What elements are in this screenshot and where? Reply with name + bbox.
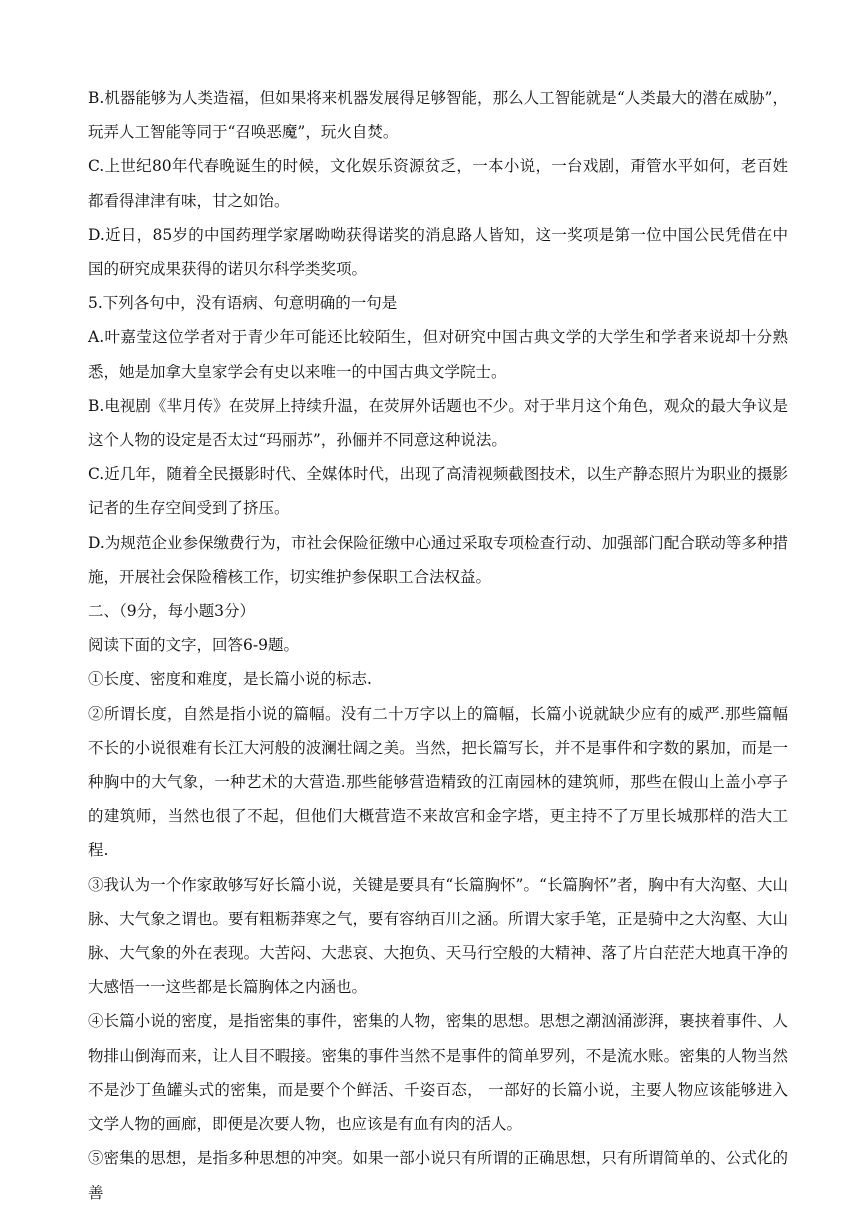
passage-paragraph-5: ⑤密集的思想，是指多种思想的冲突。如果一部小说只有所谓的正确思想，只有所谓简单的、公式化的善	[88, 1149, 788, 1202]
passage-paragraph-4: ④长篇小说的密度，是指密集的事件，密集的人物，密集的思想。思想之潮汹涌澎湃，裹挟着事件、人物排山倒海而来，让人目不暇接。密集的事件当然不是事件的简单罗列，不是流水账。密集的人物当然不是沙丁鱼罐头式的密集，而是要个个鲜活、千姿百态， 一部好的长篇小说，主要人物应该能够进入文学人物的画廊，即便是次要人物，也应该是有血有肉的活人。	[88, 1012, 788, 1134]
section-two-heading: 二、（9分，每小题3分）	[88, 602, 255, 621]
question-5-option-b: B.电视剧《芈月传》在荧屏上持续升温，在荧屏外话题也不少。对于芈月这个角色，观众的最大争议是这个人物的设定是否太过“玛丽苏”，孙俪并不同意这种说法。	[88, 396, 788, 450]
question-5-option-c: C.近几年，随着全民摄影时代、全媒体时代，出现了高清视频截图技术，以生产静态照片为职业的摄影记者的生存空间受到了挤压。	[88, 465, 788, 518]
option-d-nobel-sentence: D.近日，85岁的中国药理学家屠呦呦获得诺奖的消息路人皆知，这一奖项是第一位中国公民凭借在中国的研究成果获得的诺贝尔科学类奖项。	[88, 225, 788, 279]
question-5-option-a: A.叶嘉莹这位学者对于青少年可能还比较陌生，但对研究中国古典文学的大学生和学者来说却十分熟悉，她是加拿大皇家学会有史以来唯一的中国古典文学院士。	[88, 328, 788, 381]
option-b-ai-sentence: B.机器能够为人类造福，但如果将来机器发展得足够智能，那么人工智能就是“人类最大的潜在威胁”，玩弄人工智能等同于“召唤恶魔”，玩火自焚。	[88, 89, 788, 142]
passage-paragraph-2: ②所谓长度，自然是指小说的篇幅。没有二十万字以上的篇幅，长篇小说就缺少应有的威严.那些篇幅不长的小说很难有长江大河般的波澜壮阔之美。当然，把长篇写长，并不是事件和字数的累加，而是一种胸中的大气象，一种艺术的大营造.那些能够营造精致的江南园林的建筑师，那些在假山上盖小亭子的建筑师，当然也很了不起，但他们大概营造不来故宫和金字塔，更主持不了万里长城那样的浩大工程.	[88, 704, 788, 860]
question-5-option-d: D.为规范企业参保缴费行为，市社会保险征缴中心通过采取专项检查行动、加强部门配合联动等多种措施，开展社会保险稽核工作，切实维护参保职工合法权益。	[88, 533, 788, 586]
option-c-spring-gala-sentence: C.上世纪80年代春晚诞生的时候，文化娱乐资源贫乏，一本小说，一台戏剧，甭管水平如何，老百姓都看得津津有味，甘之如饴。	[88, 157, 788, 210]
question-5-stem: 5.下列各句中，没有语病、句意明确的一句是	[88, 294, 398, 313]
passage-paragraph-1: ①长度、密度和难度，是长篇小说的标志.	[88, 670, 372, 689]
passage-paragraph-3: ③我认为一个作家敢够写好长篇小说，关键是要具有“长篇胸怀”。“长篇胸怀”者，胸中有大沟壑、大山脉、大气象之谓也。要有粗粝莽寒之气，要有容纳百川之涵。所谓大家手笔，正是骑中之大沟壑、大山脉、大气象的外在表现。大苦闷、大悲哀、大抱负、天马行空般的大精神、落了片白茫茫大地真干净的大感悟一一这些都是长篇胸体之内涵也。	[88, 875, 788, 997]
document-page	[88, 81, 788, 1210]
reading-instruction: 阅读下面的文字，回答6-9题。	[88, 636, 299, 655]
